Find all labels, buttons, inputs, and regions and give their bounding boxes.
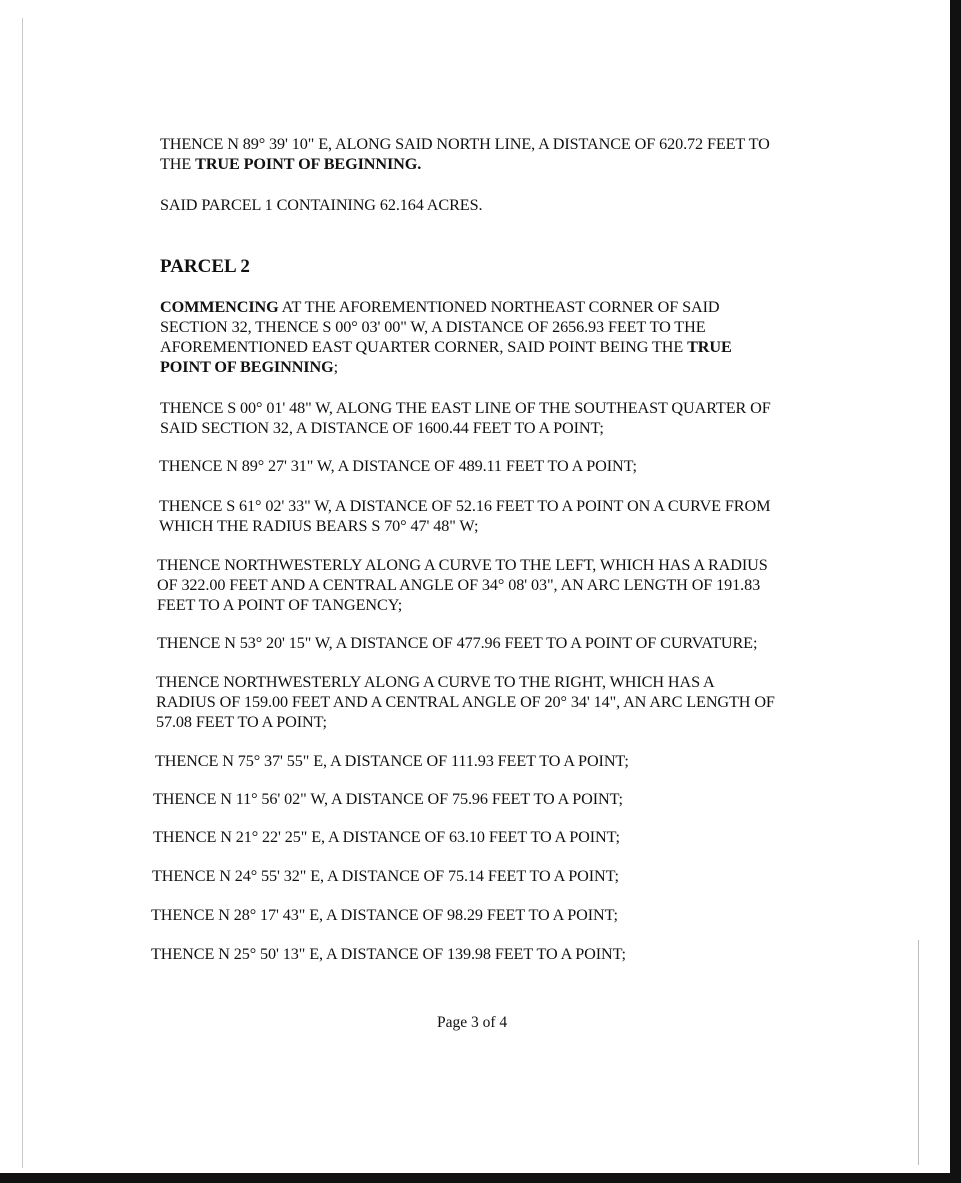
text-run: THENCE N 21° 22' 25" E, A DISTANCE OF 63.10 FEET TO A POINT; (153, 828, 620, 846)
legal-description-line (156, 712, 327, 732)
text-run: THENCE S 00° 01' 48" W, ALONG THE EAST LINE OF THE SOUTHEAST QUARTER OF (160, 399, 771, 417)
legal-description-line (157, 633, 757, 653)
bold-text-run: TRUE (687, 338, 732, 356)
legal-description-line (159, 496, 770, 516)
legal-description-line (152, 866, 619, 886)
text-run: THENCE NORTHWESTERLY ALONG A CURVE TO THE LEFT, WHICH HAS A RADIUS (157, 556, 768, 574)
text-run: THENCE N 28° 17' 43" E, A DISTANCE OF 98.29 FEET TO A POINT; (151, 906, 618, 924)
legal-description-line (160, 418, 604, 438)
section-heading: PARCEL 2 (160, 256, 250, 277)
legal-description-line (153, 789, 623, 809)
scan-artifact-bottom-border (0, 1173, 961, 1183)
text-run: THENCE N 89° 27' 31" W, A DISTANCE OF 489.11 FEET TO A POINT; (159, 457, 637, 475)
text-run: 57.08 FEET TO A POINT; (156, 713, 327, 731)
legal-description-line (160, 297, 719, 317)
legal-description-line (151, 944, 626, 964)
text-run: RADIUS OF 159.00 FEET AND A CENTRAL ANGLE OF 20° 34' 14", AN ARC LENGTH OF (156, 693, 775, 711)
legal-description-line (157, 555, 768, 575)
legal-description-line (153, 827, 620, 847)
legal-description-line (159, 516, 478, 536)
legal-description-line (155, 751, 629, 771)
legal-description-line (160, 357, 338, 377)
text-run: THENCE NORTHWESTERLY ALONG A CURVE TO THE RIGHT, WHICH HAS A (156, 673, 715, 691)
legal-description-line (156, 672, 715, 692)
text-run: OF 322.00 FEET AND A CENTRAL ANGLE OF 34° 08' 03", AN ARC LENGTH OF 191.83 (157, 576, 761, 594)
text-run: THENCE N 25° 50' 13" E, A DISTANCE OF 139.98 FEET TO A POINT; (151, 945, 626, 963)
text-run: SECTION 32, THENCE S 00° 03' 00" W, A DISTANCE OF 2656.93 FEET TO THE (160, 318, 706, 336)
text-run: THENCE N 89° 39' 10" E, ALONG SAID NORTH LINE, A DISTANCE OF 620.72 FEET TO (160, 135, 770, 153)
text-run: AFOREMENTIONED EAST QUARTER CORNER, SAID POINT BEING THE (160, 338, 688, 356)
text-run: THENCE N 75° 37' 55" E, A DISTANCE OF 111.93 FEET TO A POINT; (155, 752, 629, 770)
scan-artifact-right-line (918, 940, 919, 1165)
bold-text-run: TRUE POINT OF BEGINNING. (195, 155, 422, 173)
bold-text-run: POINT OF BEGINNING (160, 358, 334, 376)
legal-description-line (160, 317, 705, 337)
scan-artifact-right-border (950, 0, 961, 1183)
text-run: THE (160, 155, 196, 173)
text-run: SAID SECTION 32, A DISTANCE OF 1600.44 FEET TO A POINT; (160, 419, 604, 437)
text-run: ; (333, 358, 338, 376)
legal-description-line (159, 456, 637, 476)
legal-description-line (160, 154, 421, 174)
page-number: Page 3 of 4 (437, 1014, 508, 1031)
bold-text-run: COMMENCING (160, 298, 279, 316)
text-run: THENCE N 24° 55' 32" E, A DISTANCE OF 75.14 FEET TO A POINT; (152, 867, 619, 885)
text-run: THENCE S 61° 02' 33" W, A DISTANCE OF 52.16 FEET TO A POINT ON A CURVE FROM (159, 497, 771, 515)
legal-description-line (157, 575, 760, 595)
text-run: AT THE AFOREMENTIONED NORTHEAST CORNER OF SAID (278, 298, 720, 316)
legal-description-line (157, 595, 402, 615)
legal-description-line (160, 134, 770, 154)
legal-description-line (160, 398, 771, 418)
text-run: FEET TO A POINT OF TANGENCY; (157, 596, 403, 614)
scan-artifact-left-line (22, 18, 23, 1168)
legal-description-line (156, 692, 775, 712)
text-run: THENCE N 53° 20' 15" W, A DISTANCE OF 477.96 FEET TO A POINT OF CURVATURE; (157, 634, 758, 652)
parcel-acreage-line (160, 195, 482, 215)
legal-description-line (160, 337, 732, 357)
legal-description-line (151, 905, 618, 925)
text-run: SAID PARCEL 1 CONTAINING 62.164 ACRES. (160, 196, 483, 214)
text-run: THENCE N 11° 56' 02" W, A DISTANCE OF 75.96 FEET TO A POINT; (153, 790, 623, 808)
text-run: WHICH THE RADIUS BEARS S 70° 47' 48" W; (159, 517, 479, 535)
